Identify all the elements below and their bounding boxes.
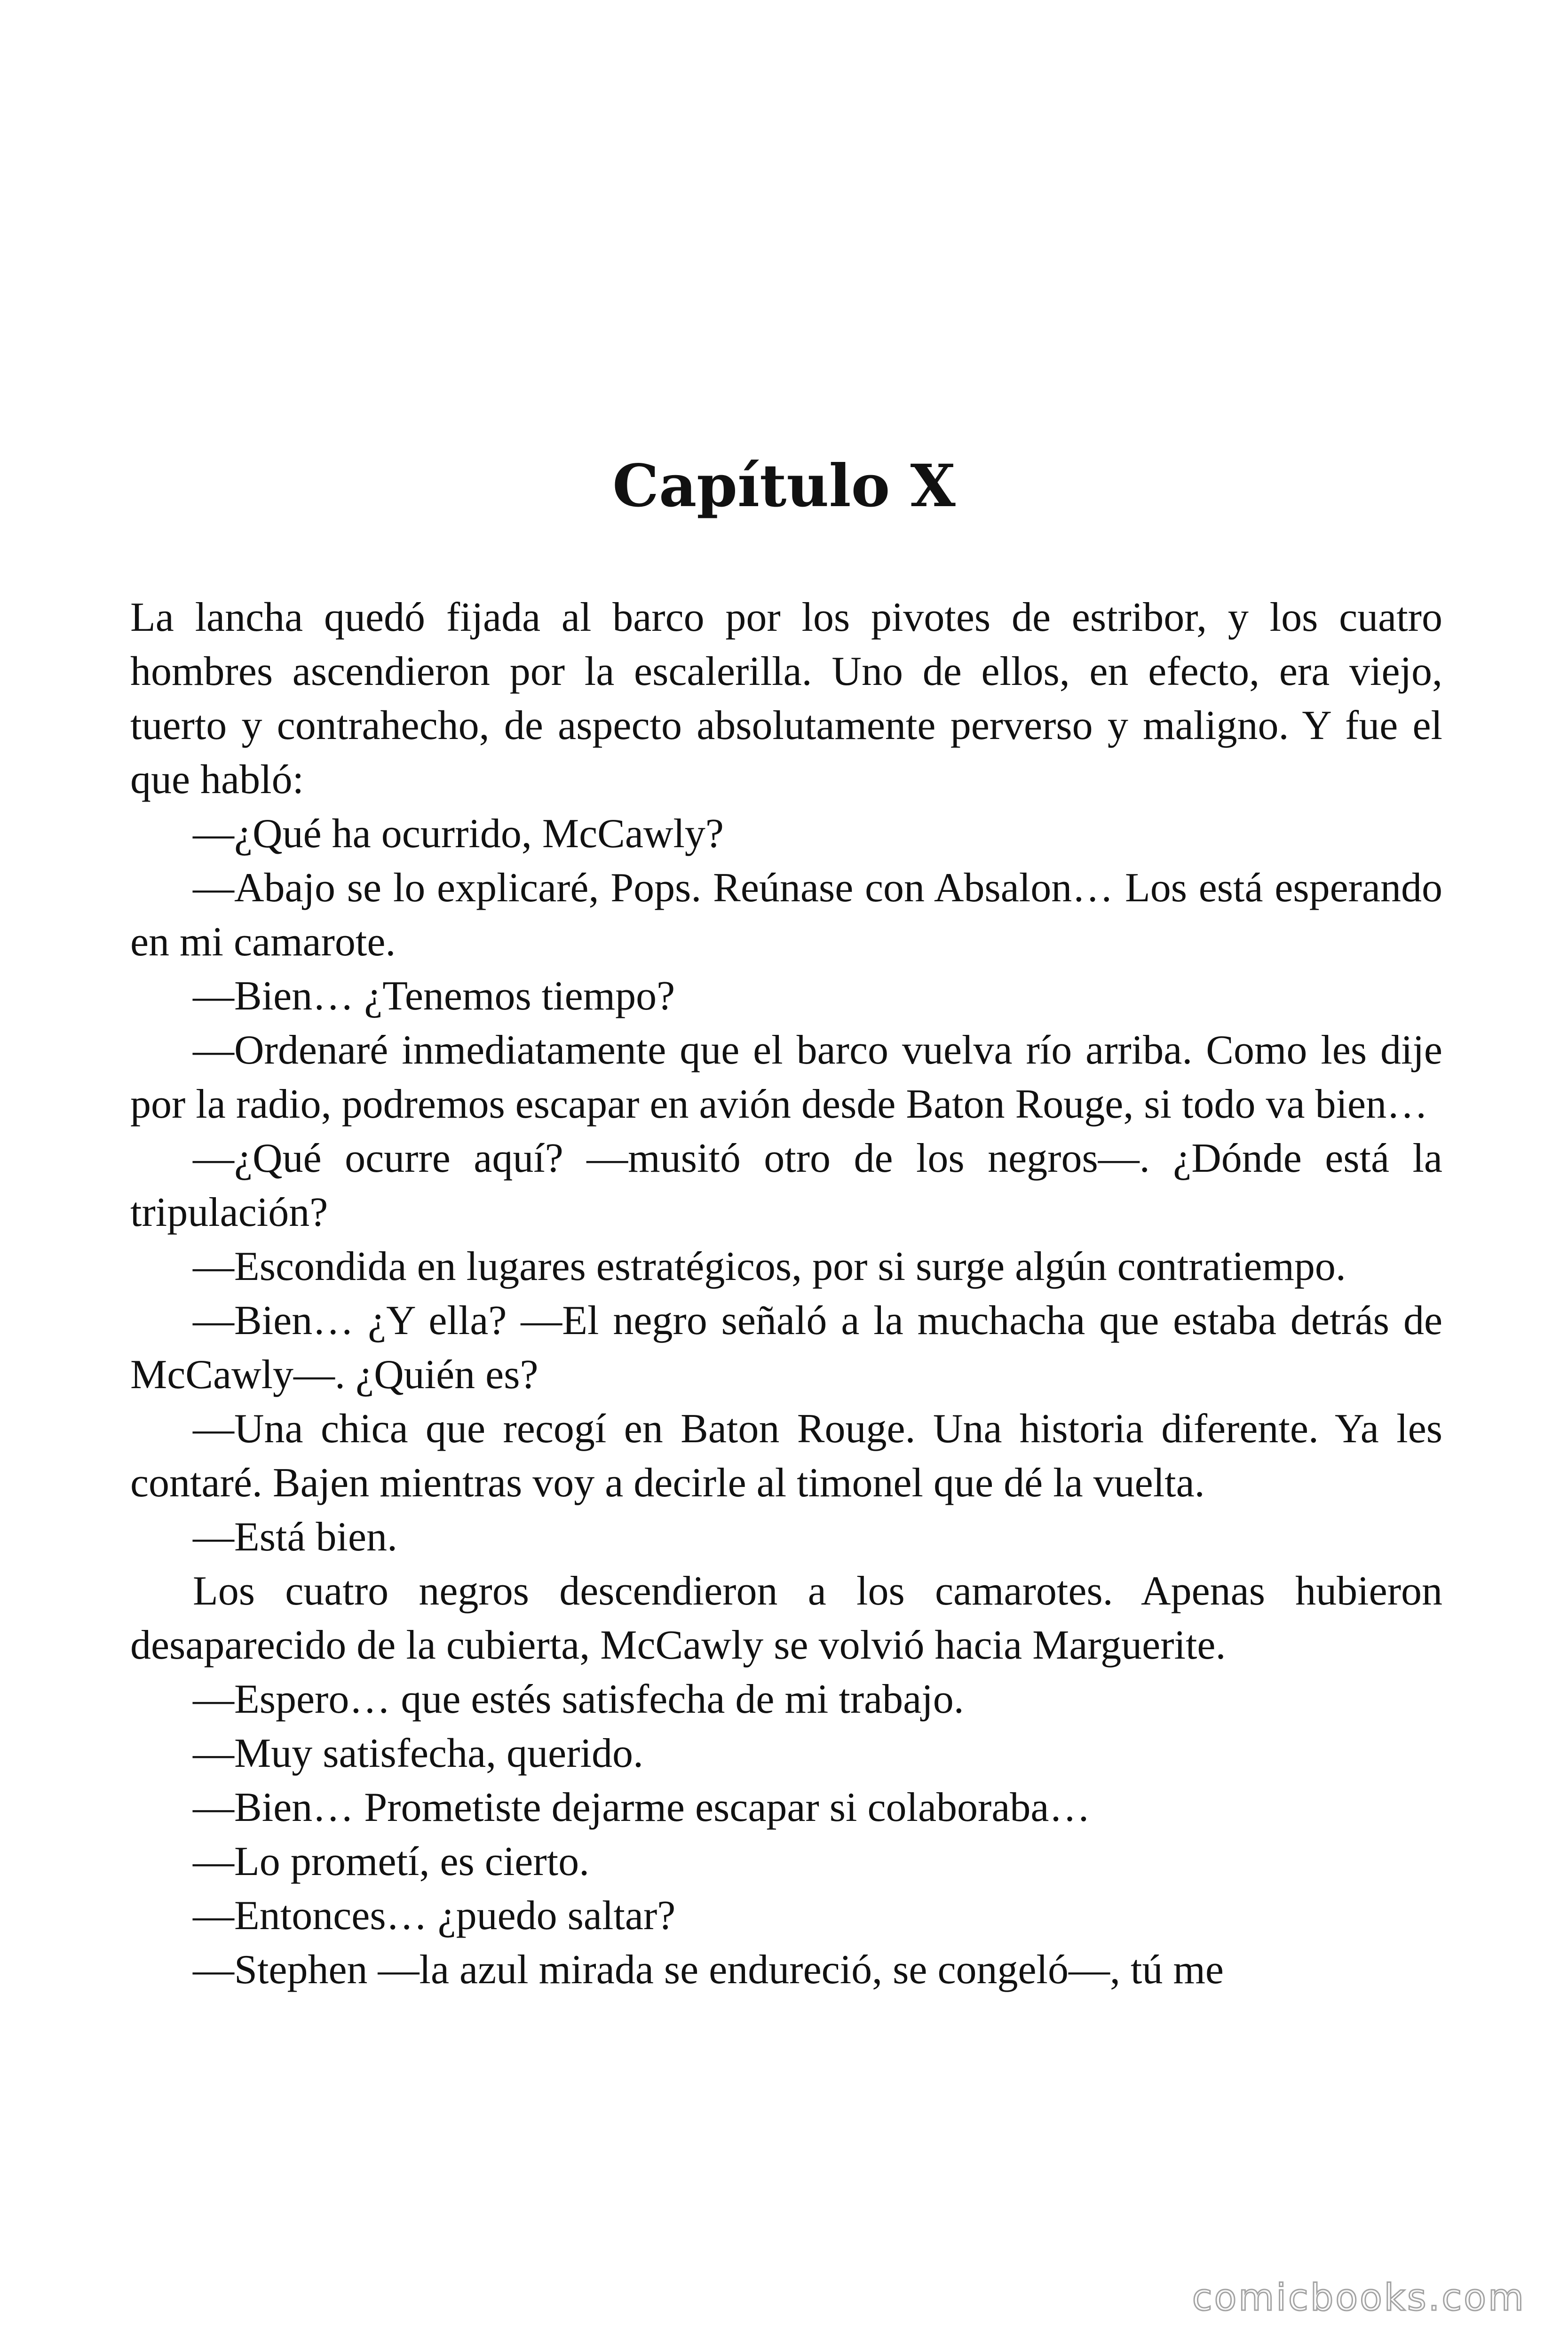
paragraph: —Bien… ¿Tenemos tiempo? — [193, 973, 675, 1019]
chapter-body — [130, 590, 1442, 1997]
watermark: comicbooks.com — [1192, 2277, 1526, 2319]
paragraph: —Está bien. — [193, 1514, 398, 1560]
paragraph: —¿Qué ha ocurrido, McCawly? — [193, 811, 724, 857]
paragraph: —Stephen —la azul mirada se endureció, se congeló—, tú me — [193, 1947, 1224, 1993]
paragraph: —Abajo se lo explicaré, Pops. Reúnase con Absalon… Los está esperando en mi camarote. — [130, 865, 1442, 965]
paragraph: —Escondida en lugares estratégicos, por si surge algún contratiempo. — [193, 1244, 1346, 1289]
paragraph: —Una chica que recogí en Baton Rouge. Una historia diferente. Ya les contaré. Bajen mientras voy a decirle al timonel que dé la vuelta. — [130, 1406, 1442, 1506]
paragraph: Los cuatro negros descendieron a los camarotes. Apenas hubieron desaparecido de la cubierta, McCawly se volvió hacia Marguerite. — [130, 1568, 1442, 1668]
paragraph: —Muy satisfecha, querido. — [193, 1731, 643, 1776]
paragraph: —Bien… Prometiste dejarme escapar si colaboraba… — [193, 1785, 1091, 1830]
paragraph: —¿Qué ocurre aquí? —musitó otro de los negros—. ¿Dónde está la tripulación? — [130, 1136, 1442, 1235]
paragraph: —Bien… ¿Y ella? —El negro señaló a la muchacha que estaba detrás de McCawly—. ¿Quién es? — [130, 1298, 1442, 1398]
paragraph: —Lo prometí, es cierto. — [193, 1839, 590, 1884]
paragraph: La lancha quedó fijada al barco por los pivotes de estribor, y los cuatro hombres ascendieron por la escalerilla. Uno de ellos, en efecto, era viejo, tuerto y contrahecho, de aspecto absolutamente perverso y maligno. Y fue el que habló: — [130, 595, 1442, 803]
paragraph: —Ordenaré inmediatamente que el barco vuelva río arriba. Como les dije por la radio, podremos escapar en avión desde Baton Rouge, si todo va bien… — [130, 1027, 1442, 1127]
chapter-title: Capítulo X — [612, 452, 956, 520]
paragraph: —Espero… que estés satisfecha de mi trabajo. — [193, 1677, 964, 1722]
paragraph: —Entonces… ¿puedo saltar? — [193, 1893, 676, 1939]
